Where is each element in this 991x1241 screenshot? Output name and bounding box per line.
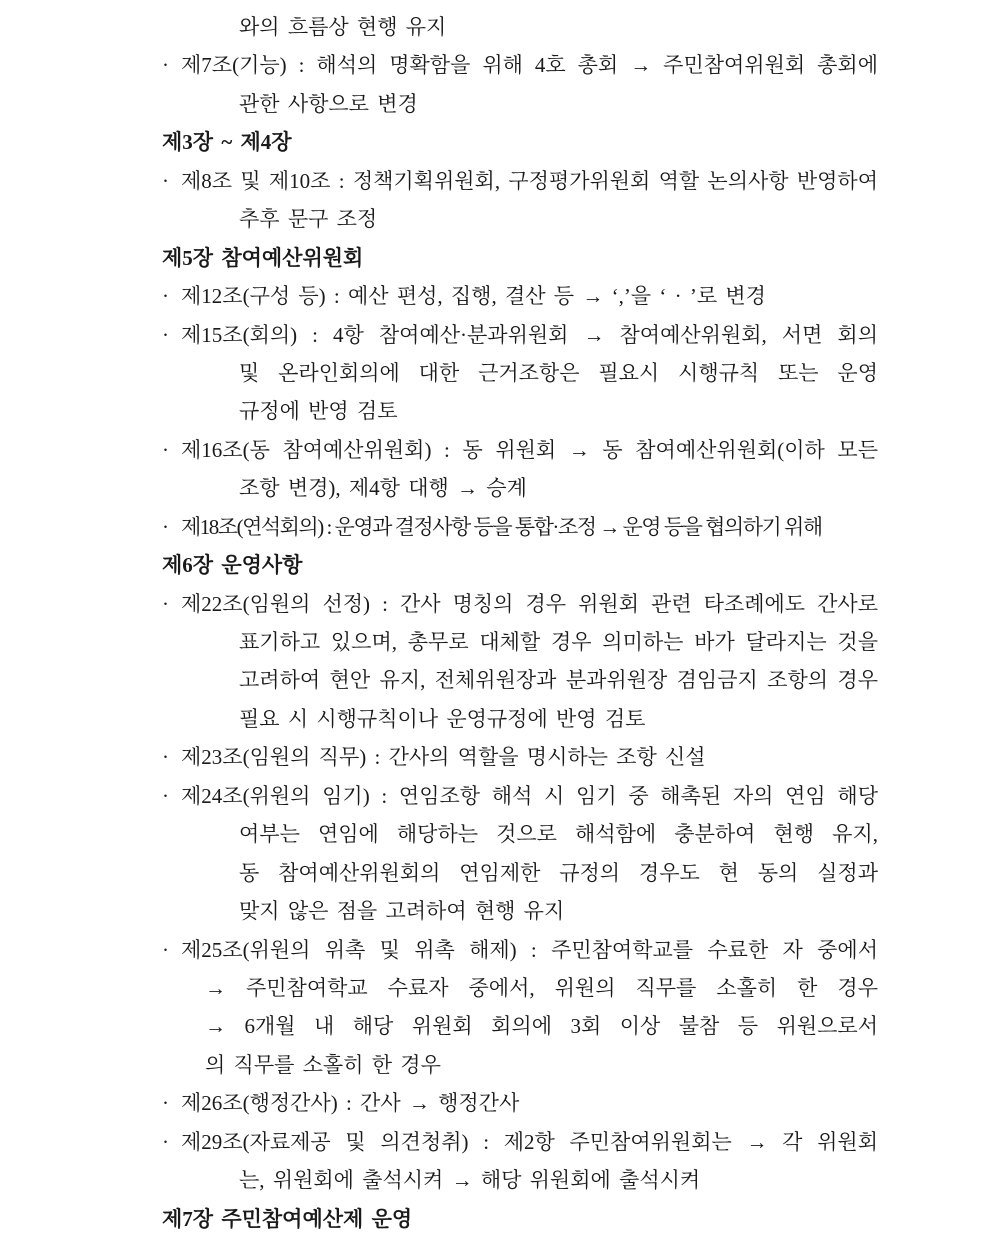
bullet-dot-icon: · <box>162 437 169 462</box>
bullet-dot-icon: · <box>162 1129 169 1154</box>
continuation-line: 맞지 않은 점을 고려하여 현행 유지 <box>239 899 565 924</box>
bullet-dot-icon: · <box>162 514 168 539</box>
heading-line: 제5장 참여예산위원회 <box>162 245 364 270</box>
continuation-line: 및 온라인회의에 대한 근거조항은 필요시 시행규칙 또는 운영 <box>239 360 878 385</box>
bullet-line: · 제22조(임원의 선정) : 간사 명칭의 경우 위원회 관련 타조례에도 간사로 <box>162 585 878 623</box>
document-lines <box>162 8 878 1238</box>
bullet-line: · 제8조 및 제10조 : 정책기획위원회, 구정평가위원회 역할 논의사항 반영하여 <box>162 162 878 200</box>
bullet-dot-icon: · <box>162 1091 169 1116</box>
bullet-line: · 제29조(자료제공 및 의견청취) : 제2항 주민참여위원회는 → 각 위원회 <box>162 1123 878 1161</box>
heading-line: 제6장 운영사항 <box>162 553 303 578</box>
continuation-line: → 주민참여학교 수료자 중에서, 위원의 직무를 소홀히 한 경우 <box>205 975 878 1000</box>
bullet-dot-icon: · <box>162 937 169 962</box>
bullet-line: · 제16조(동 참여예산위원회) : 동 위원회 → 동 참여예산위원회(이하 모든 <box>162 431 878 469</box>
continuation-line: 동 참여예산위원회의 연임제한 규정의 경우도 현 동의 실정과 <box>239 860 878 885</box>
bullet-line: · 제15조(회의) : 4항 참여예산·분과위원회 → 참여예산위원회, 서면 회의 <box>162 316 878 354</box>
continuation-line: 추후 문구 조정 <box>239 207 378 232</box>
continuation-line: 조항 변경), 제4항 대행 → 승계 <box>239 476 527 501</box>
continuation-line: 관한 사항으로 변경 <box>239 91 418 116</box>
continuation-line: 규정에 반영 검토 <box>239 399 398 424</box>
continuation-line: 와의 흐름상 현행 유지 <box>239 15 447 39</box>
continuation-line: 의 직무를 소홀히 한 경우 <box>205 1052 441 1077</box>
continuation-line: 고려하여 현안 유지, 전체위원장과 분과위원장 겸임금지 조항의 경우 <box>239 668 878 693</box>
bullet-line: · 제25조(위원의 위촉 및 위촉 해제) : 주민참여학교를 수료한 자 중에서 <box>162 931 878 969</box>
bullet-line: · 제23조(임원의 직무) : 간사의 역할을 명시하는 조항 신설 <box>162 738 878 776</box>
bullet-dot-icon: · <box>162 322 169 347</box>
bullet-dot-icon: · <box>162 53 169 78</box>
bullet-line: · 제26조(행정간사) : 간사 → 행정간사 <box>162 1084 878 1122</box>
bullet-dot-icon: · <box>162 168 169 193</box>
bullet-dot-icon: · <box>162 591 169 616</box>
continuation-line: 는, 위원회에 출석시켜 → 해당 위원회에 출석시켜 <box>239 1168 701 1193</box>
bullet-line: · 제18조(연석회의) : 운영과 결정사항 등을 통합·조정 → 운영 등을 협의하기 위해 <box>162 508 878 546</box>
bullet-dot-icon: · <box>162 284 169 309</box>
continuation-line: 표기하고 있으며, 총무로 대체할 경우 의미하는 바가 달라지는 것을 <box>239 630 878 654</box>
heading-line: 제7장 주민참여예산제 운영 <box>162 1206 413 1231</box>
continuation-line: → 6개월 내 해당 위원회 회의에 3회 이상 불참 등 위원으로서 <box>205 1014 878 1039</box>
continuation-line: 여부는 연임에 해당하는 것으로 해석함에 충분하여 현행 유지, <box>239 822 878 847</box>
bullet-dot-icon: · <box>162 783 169 808</box>
heading-line: 제3장 ~ 제4장 <box>162 130 292 155</box>
continuation-line: 필요 시 시행규칙이나 운영규정에 반영 검토 <box>239 706 646 731</box>
bullet-dot-icon: · <box>162 745 169 770</box>
bullet-line: · 제24조(위원의 임기) : 연임조항 해석 시 임기 중 해촉된 자의 연임 해당 <box>162 777 878 815</box>
bullet-line: · 제12조(구성 등) : 예산 편성, 집행, 결산 등 → ‘,’을 ‘ · ’로 변경 <box>162 277 878 315</box>
bullet-line: · 제7조(기능) : 해석의 명확함을 위해 4호 총회 → 주민참여위원회 총회에 <box>162 46 878 84</box>
